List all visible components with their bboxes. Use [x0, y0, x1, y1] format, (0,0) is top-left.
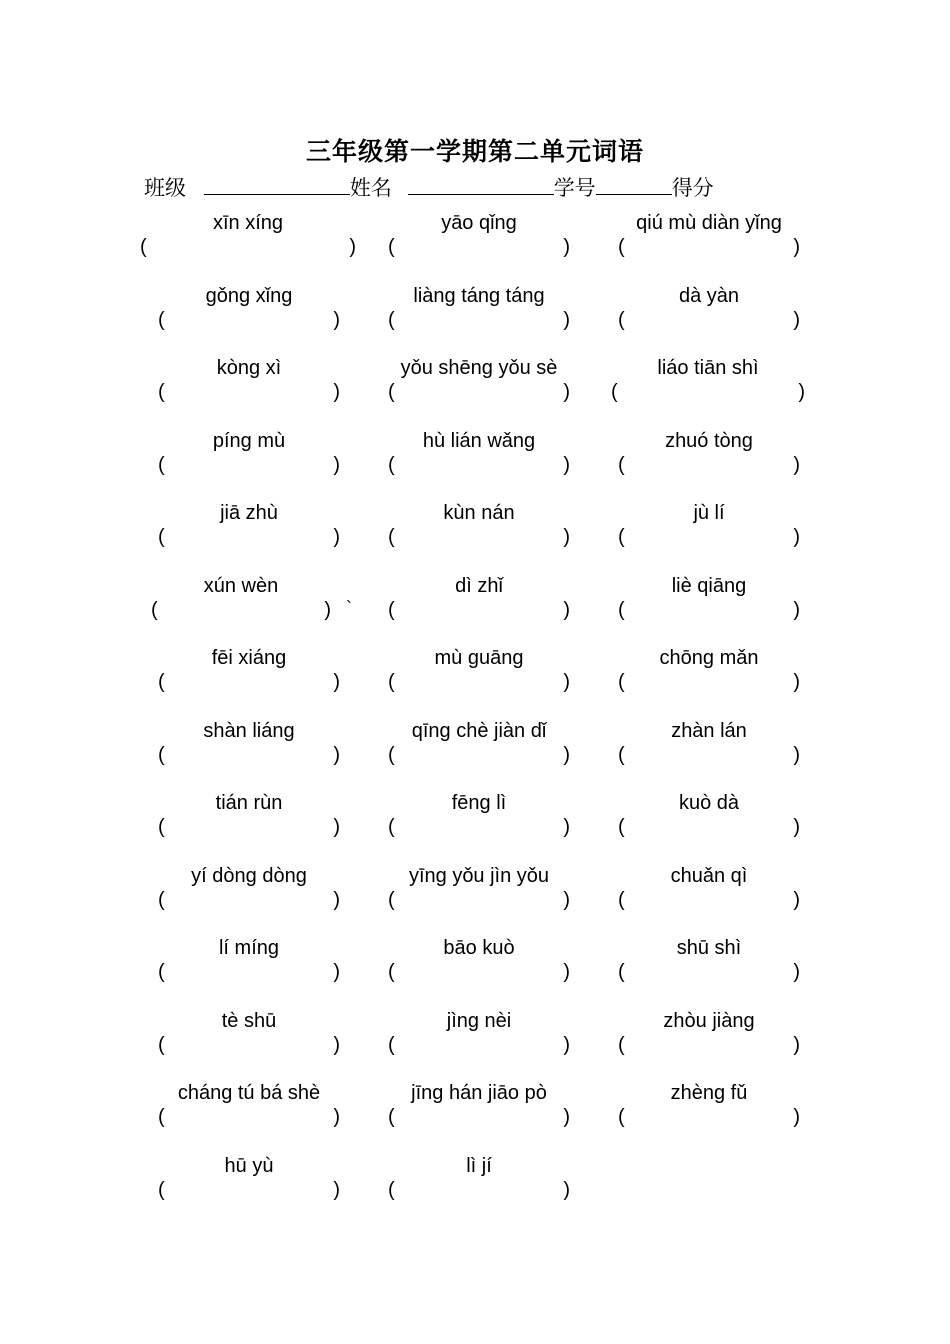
pinyin-prompt: chōng mǎn [659, 647, 759, 669]
answer-close-paren: ) [793, 743, 800, 766]
name-field[interactable] [408, 174, 554, 195]
answer-blank[interactable] [402, 816, 556, 840]
answer-close-paren: ) [563, 888, 570, 911]
answer-open-paren: ( [388, 598, 395, 621]
answer-close-paren: ) [333, 671, 340, 693]
answer-blank[interactable] [402, 381, 556, 405]
stray-mark: ` [346, 598, 352, 618]
answer-close-paren: ) [793, 961, 800, 983]
answer-open-paren: ( [388, 381, 395, 403]
answer-blank[interactable] [172, 671, 326, 695]
answer-close-paren: ) [793, 308, 800, 331]
answer-blank[interactable] [632, 599, 786, 623]
answer-open-paren: ( [388, 526, 395, 548]
word-item [618, 1082, 800, 1142]
pinyin-prompt: kuò dà [678, 792, 740, 814]
answer-close-paren: ) [793, 236, 800, 258]
answer-open-paren: ( [611, 381, 618, 403]
answer-blank[interactable] [172, 744, 326, 768]
pinyin-prompt: jiā zhù [220, 502, 278, 524]
answer-close-paren: ) [793, 671, 800, 693]
answer-close-paren: ) [333, 816, 340, 838]
answer-close-paren: ) [563, 816, 570, 838]
answer-open-paren: ( [388, 743, 395, 766]
answer-close-paren: ) [563, 1106, 570, 1128]
word-item [388, 357, 570, 417]
pinyin-prompt: bāo kuò [443, 937, 515, 959]
answer-close-paren: ) [333, 1178, 340, 1201]
word-item [388, 720, 570, 780]
answer-open-paren: ( [388, 671, 395, 693]
answer-open-paren: ( [388, 453, 395, 476]
pinyin-prompt: fēng lì [451, 792, 507, 814]
answer-blank[interactable] [402, 309, 556, 333]
answer-blank[interactable] [632, 671, 786, 695]
answer-open-paren: ( [618, 671, 625, 693]
name-label: 姓名 [349, 177, 392, 200]
answer-open-paren: ( [388, 816, 395, 838]
word-item [158, 720, 340, 780]
word-item [618, 285, 800, 345]
word-item [618, 937, 800, 997]
answer-open-paren: ( [388, 308, 395, 331]
pinyin-prompt: zhèng fǔ [670, 1082, 748, 1104]
pinyin-prompt: xīn xíng [212, 212, 284, 234]
answer-blank[interactable] [632, 454, 786, 478]
answer-blank[interactable] [402, 599, 556, 623]
pinyin-prompt: lí míng [218, 937, 280, 959]
answer-close-paren: ) [563, 1178, 570, 1201]
answer-open-paren: ( [388, 236, 395, 258]
answer-close-paren: ) [563, 526, 570, 548]
pinyin-prompt: liáo tiān shì [657, 357, 759, 379]
pinyin-prompt: xún wèn [203, 574, 279, 597]
answer-open-paren: ( [140, 236, 147, 258]
answer-blank[interactable] [172, 1106, 326, 1130]
answer-blank[interactable] [632, 744, 786, 768]
pinyin-prompt: dì zhǐ [455, 574, 503, 597]
answer-open-paren: ( [618, 1106, 625, 1128]
answer-open-paren: ( [618, 961, 625, 983]
class-field[interactable] [204, 174, 350, 195]
pinyin-prompt: cháng tú bá shè [177, 1082, 321, 1104]
answer-open-paren: ( [388, 1033, 395, 1056]
word-item [158, 430, 340, 490]
answer-blank[interactable] [172, 454, 326, 478]
answer-blank[interactable] [172, 526, 326, 550]
pinyin-prompt: qīng chè jiàn dǐ [411, 719, 547, 742]
word-item [388, 792, 570, 852]
answer-open-paren: ( [618, 236, 625, 258]
word-item [158, 285, 340, 345]
answer-close-paren: ) [563, 453, 570, 476]
answer-blank[interactable] [172, 889, 326, 913]
answer-close-paren: ) [333, 1106, 340, 1128]
answer-close-paren: ) [563, 961, 570, 983]
answer-blank[interactable] [402, 961, 556, 985]
pinyin-prompt: liàng táng táng [413, 284, 545, 307]
pinyin-prompt: yīng yǒu jìn yǒu [408, 864, 550, 887]
word-item [611, 357, 805, 417]
pinyin-prompt: yí dòng dòng [191, 864, 307, 887]
pinyin-prompt: yǒu shēng yǒu sè [400, 357, 558, 379]
word-item [158, 1010, 340, 1070]
word-item [618, 430, 800, 490]
answer-blank[interactable] [632, 1034, 786, 1058]
answer-blank[interactable] [632, 889, 786, 913]
answer-blank[interactable] [172, 961, 326, 985]
pinyin-prompt: gǒng xǐng [205, 284, 293, 307]
answer-blank[interactable] [402, 1179, 556, 1203]
pinyin-prompt: hù lián wǎng [422, 429, 536, 452]
answer-blank[interactable] [165, 599, 317, 623]
answer-close-paren: ) [793, 1106, 800, 1128]
word-item [158, 937, 340, 997]
word-item [151, 575, 331, 635]
answer-blank[interactable] [402, 236, 556, 260]
answer-close-paren: ) [793, 598, 800, 621]
answer-blank[interactable] [402, 454, 556, 478]
answer-open-paren: ( [158, 816, 165, 838]
answer-open-paren: ( [618, 598, 625, 621]
word-item [388, 1155, 570, 1215]
number-field[interactable] [596, 174, 672, 195]
word-item [618, 212, 800, 272]
pinyin-prompt: zhòu jiàng [663, 1009, 755, 1032]
pinyin-prompt: jìng nèi [446, 1009, 512, 1032]
word-item [158, 502, 340, 562]
answer-close-paren: ) [793, 526, 800, 548]
answer-open-paren: ( [158, 671, 165, 693]
pinyin-prompt: kùn nán [443, 502, 515, 524]
answer-open-paren: ( [158, 1033, 165, 1056]
answer-open-paren: ( [618, 888, 625, 911]
answer-close-paren: ) [333, 1033, 340, 1056]
answer-open-paren: ( [151, 598, 158, 621]
answer-blank[interactable] [632, 1106, 786, 1130]
answer-open-paren: ( [618, 308, 625, 331]
answer-close-paren: ) [798, 381, 805, 403]
pinyin-prompt: shū shì [676, 937, 742, 959]
answer-blank[interactable] [172, 309, 326, 333]
answer-open-paren: ( [158, 961, 165, 983]
answer-open-paren: ( [618, 526, 625, 548]
answer-close-paren: ) [333, 526, 340, 548]
pinyin-prompt: yāo qǐng [441, 212, 517, 234]
word-item [388, 865, 570, 925]
answer-open-paren: ( [618, 743, 625, 766]
score-label: 得分 [671, 177, 714, 200]
answer-blank[interactable] [172, 816, 326, 840]
answer-open-paren: ( [388, 888, 395, 911]
word-item [618, 502, 800, 562]
answer-open-paren: ( [388, 1178, 395, 1201]
answer-open-paren: ( [158, 453, 165, 476]
answer-close-paren: ) [563, 671, 570, 693]
answer-blank[interactable] [172, 1034, 326, 1058]
pinyin-prompt: hū yù [224, 1154, 274, 1177]
answer-blank[interactable] [154, 236, 342, 260]
answer-close-paren: ) [563, 381, 570, 403]
pinyin-prompt: tè shū [221, 1009, 277, 1032]
answer-blank[interactable] [625, 381, 791, 405]
word-item [388, 1010, 570, 1070]
answer-blank[interactable] [402, 526, 556, 550]
word-item [618, 1010, 800, 1070]
word-item [618, 575, 800, 635]
pinyin-prompt: kòng xì [216, 357, 282, 379]
answer-close-paren: ) [793, 888, 800, 911]
answer-blank[interactable] [632, 816, 786, 840]
page-title: 三年级第一学期第二单元词语 [305, 138, 644, 166]
word-item [158, 1082, 340, 1142]
answer-open-paren: ( [618, 816, 625, 838]
answer-close-paren: ) [349, 236, 356, 258]
answer-open-paren: ( [158, 381, 165, 403]
pinyin-prompt: lì jí [466, 1154, 492, 1177]
answer-open-paren: ( [158, 1106, 165, 1128]
answer-open-paren: ( [158, 308, 165, 331]
pinyin-prompt: shàn liáng [203, 719, 295, 742]
word-item [388, 1082, 570, 1142]
answer-open-paren: ( [388, 1106, 395, 1128]
answer-close-paren: ) [333, 308, 340, 331]
word-item [140, 212, 356, 272]
answer-blank[interactable] [172, 1179, 326, 1203]
answer-open-paren: ( [158, 743, 165, 766]
answer-open-paren: ( [388, 961, 395, 983]
word-item [388, 937, 570, 997]
word-item [158, 792, 340, 852]
pinyin-prompt: jīng hán jiāo pò [411, 1082, 547, 1104]
pinyin-prompt: liè qiāng [671, 574, 747, 597]
word-item [618, 865, 800, 925]
answer-open-paren: ( [158, 888, 165, 911]
answer-close-paren: ) [563, 308, 570, 331]
answer-close-paren: ) [563, 598, 570, 621]
answer-close-paren: ) [333, 743, 340, 766]
answer-blank[interactable] [632, 236, 786, 260]
answer-blank[interactable] [172, 381, 326, 405]
word-item [158, 647, 340, 707]
answer-close-paren: ) [333, 381, 340, 403]
word-item [158, 865, 340, 925]
answer-close-paren: ) [324, 598, 331, 621]
pinyin-prompt: zhàn lán [671, 719, 747, 742]
answer-close-paren: ) [333, 888, 340, 911]
pinyin-prompt: jù lí [693, 502, 725, 524]
answer-close-paren: ) [563, 743, 570, 766]
answer-blank[interactable] [632, 526, 786, 550]
word-item [388, 647, 570, 707]
pinyin-prompt: zhuó tòng [665, 429, 753, 452]
answer-blank[interactable] [632, 309, 786, 333]
word-item [388, 502, 570, 562]
answer-open-paren: ( [158, 1178, 165, 1201]
answer-blank[interactable] [402, 1106, 556, 1130]
answer-open-paren: ( [618, 453, 625, 476]
word-item [618, 792, 800, 852]
word-item [388, 430, 570, 490]
answer-open-paren: ( [158, 526, 165, 548]
answer-close-paren: ) [793, 1033, 800, 1056]
word-item [388, 212, 570, 272]
class-label: 班级 [144, 177, 186, 200]
pinyin-prompt: tián rùn [215, 792, 283, 814]
answer-close-paren: ) [333, 961, 340, 983]
word-item [158, 357, 340, 417]
word-item [618, 720, 800, 780]
pinyin-prompt: píng mù [212, 429, 286, 452]
pinyin-prompt: chuǎn qì [670, 864, 748, 887]
answer-close-paren: ) [563, 1033, 570, 1056]
pinyin-prompt: fēi xiáng [211, 647, 287, 669]
word-item [388, 285, 570, 345]
answer-close-paren: ) [333, 453, 340, 476]
student-info-line [144, 172, 714, 202]
answer-close-paren: ) [563, 236, 570, 258]
answer-close-paren: ) [793, 453, 800, 476]
pinyin-prompt: qiú mù diàn yǐng [636, 212, 782, 234]
answer-open-paren: ( [618, 1033, 625, 1056]
word-item [158, 1155, 340, 1215]
pinyin-prompt: dà yàn [678, 284, 740, 307]
answer-blank[interactable] [402, 1034, 556, 1058]
answer-blank[interactable] [632, 961, 786, 985]
pinyin-prompt: mù guāng [434, 647, 524, 669]
answer-blank[interactable] [402, 671, 556, 695]
word-item [618, 647, 800, 707]
answer-close-paren: ) [793, 816, 800, 838]
word-item [388, 575, 570, 635]
number-label: 学号 [553, 177, 596, 200]
answer-blank[interactable] [402, 744, 556, 768]
answer-blank[interactable] [402, 889, 556, 913]
